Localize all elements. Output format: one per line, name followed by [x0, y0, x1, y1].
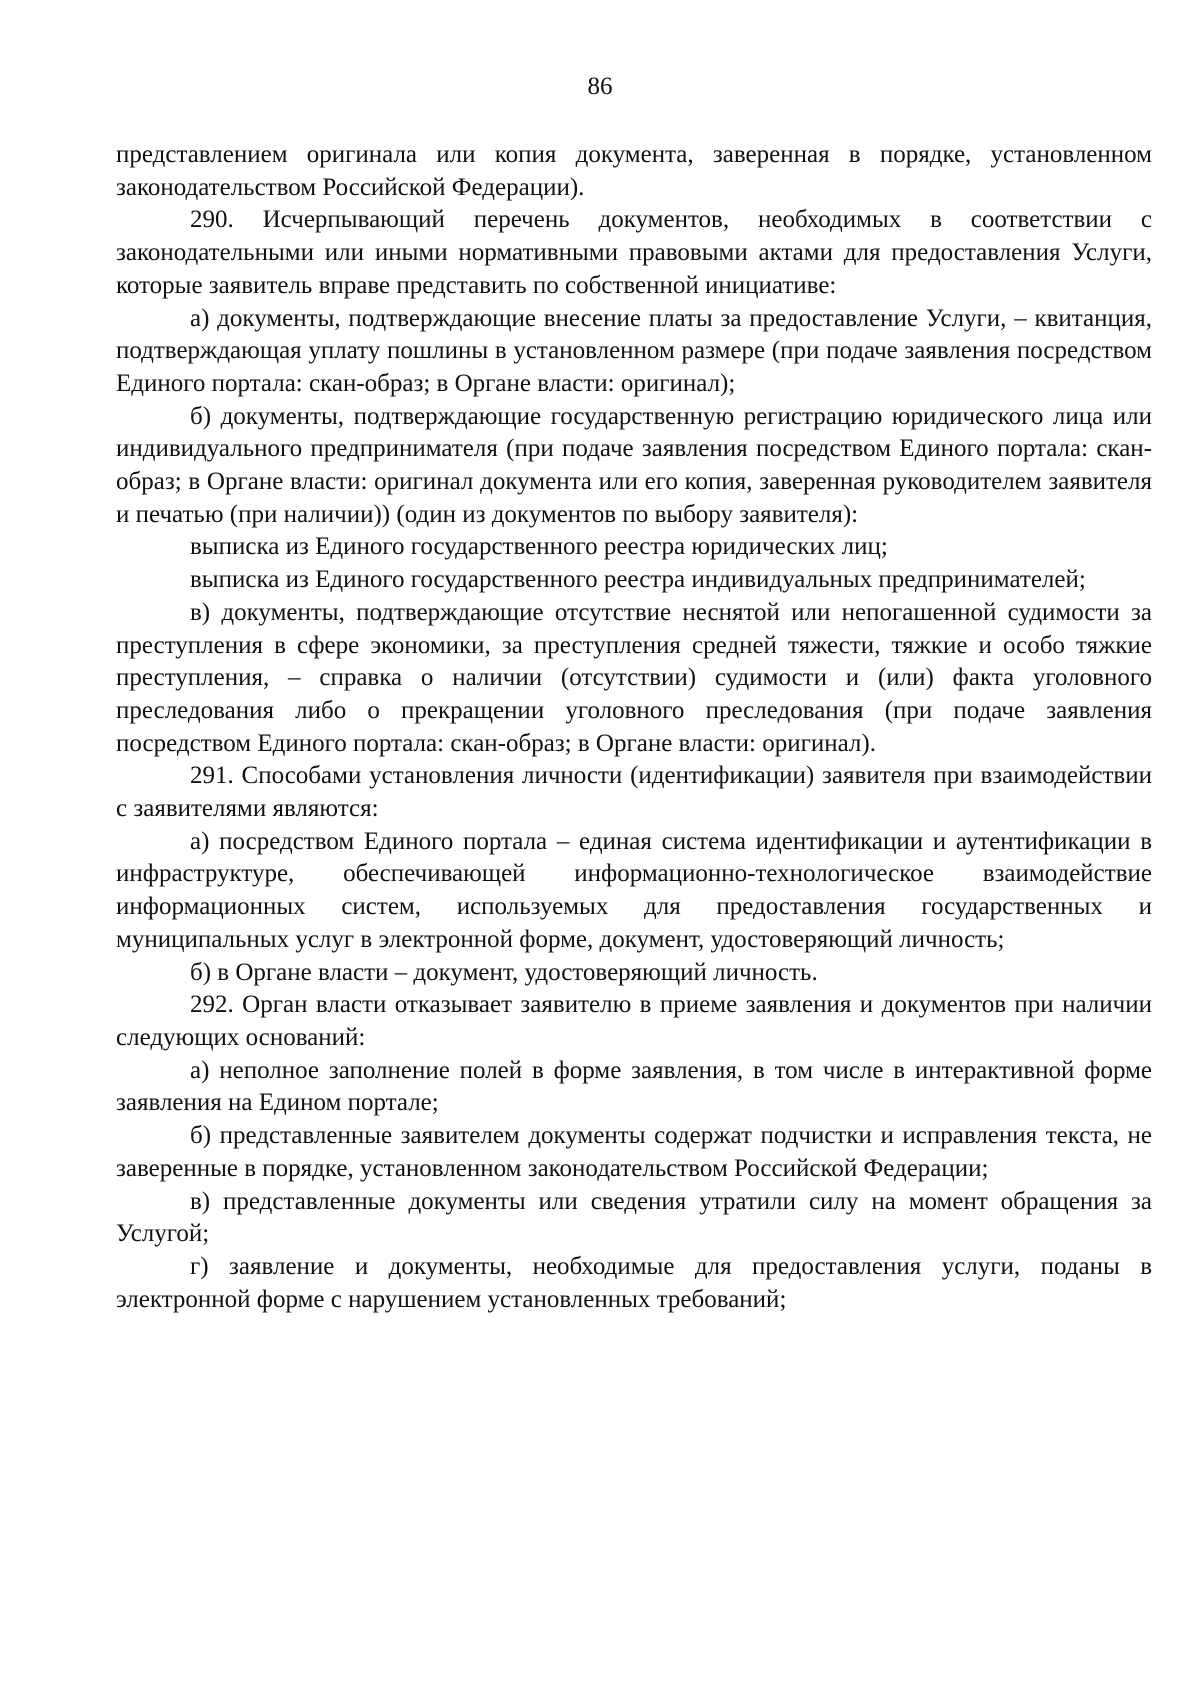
paragraph-continuation: представлением оригинала или копия документа, заверенная в порядке, установленном законодательством Российской Федерации). — [116, 141, 1152, 201]
paragraph-290-b-item-2: выписка из Единого государственного реестра индивидуальных предпринимателей; — [190, 566, 1086, 594]
paragraph-292-g: г) заявление и документы, необходимые для предоставления услуги, поданы в электронной форме с нарушением установленных требований; — [116, 1252, 1152, 1313]
paragraph-292: 292. Орган власти отказывает заявителю в приеме заявления и документов при наличии следующих оснований: — [116, 991, 1152, 1051]
paragraph-290-b-item-1: выписка из Единого государственного реестра юридических лиц; — [190, 533, 888, 561]
page-number: 86 — [587, 73, 613, 100]
document-body — [116, 139, 1152, 1316]
paragraph-292-a: а) неполное заполнение полей в форме заявления, в том числе в интерактивной форме заявления на Едином портале; — [116, 1056, 1152, 1117]
paragraph-291: 291. Способами установления личности (идентификации) заявителя при взаимодействии с заявителями являются: — [116, 762, 1152, 823]
paragraph-290: 290. Исчерпывающий перечень документов, необходимых в соответствии с законодательными или иными нормативными правовыми актами для предоставления Услуги, которые заявитель вправе представить по собственной инициативе: — [116, 206, 1152, 299]
paragraph-290-b: б) документы, подтверждающие государственную регистрацию юридического лица или индивидуального предпринимателя (при подаче заявления посредством Единого портала: скан-образ; в Органе власти: оригинал документа или его копия, заверенная руководителем заявителя и печатью (при наличии)) (один из документов по выбору заявителя): — [116, 402, 1152, 528]
paragraph-291-b: б) в Органе власти – документ, удостоверяющий личность. — [190, 958, 818, 986]
paragraph-292-b: б) представленные заявителем документы содержат подчистки и исправления текста, не заверенные в порядке, установленном законодательством Российской Федерации; — [116, 1122, 1152, 1182]
paragraph-290-v: в) документы, подтверждающие отсутствие неснятой или непогашенной судимости за преступления в сфере экономики, за преступления средней тяжести, тяжкие и особо тяжкие преступления, – справка о наличии (отсутствии) судимости и (или) факта уголовного преследования либо о прекращении уголовного преследования (при подаче заявления посредством Единого портала: скан-образ; в Органе власти: оригинал). — [116, 598, 1152, 757]
paragraph-292-v: в) представленные документы или сведения утратили силу на момент обращения за Услугой; — [116, 1187, 1152, 1248]
paragraph-290-a: а) документы, подтверждающие внесение платы за предоставление Услуги, – квитанция, подтверждающая уплату пошлины в установленном размере (при подаче заявления посредством Единого портала: скан-образ; в Органе власти: оригинал); — [116, 304, 1152, 397]
paragraph-291-a: а) посредством Единого портала – единая система идентификации и аутентификации в инфраструктуре, обеспечивающей информационно-технологическое взаимодействие информационных систем, используемых для предоставления государственных и муниципальных услуг в электронной форме, документ, удостоверяющий личность; — [116, 827, 1152, 953]
